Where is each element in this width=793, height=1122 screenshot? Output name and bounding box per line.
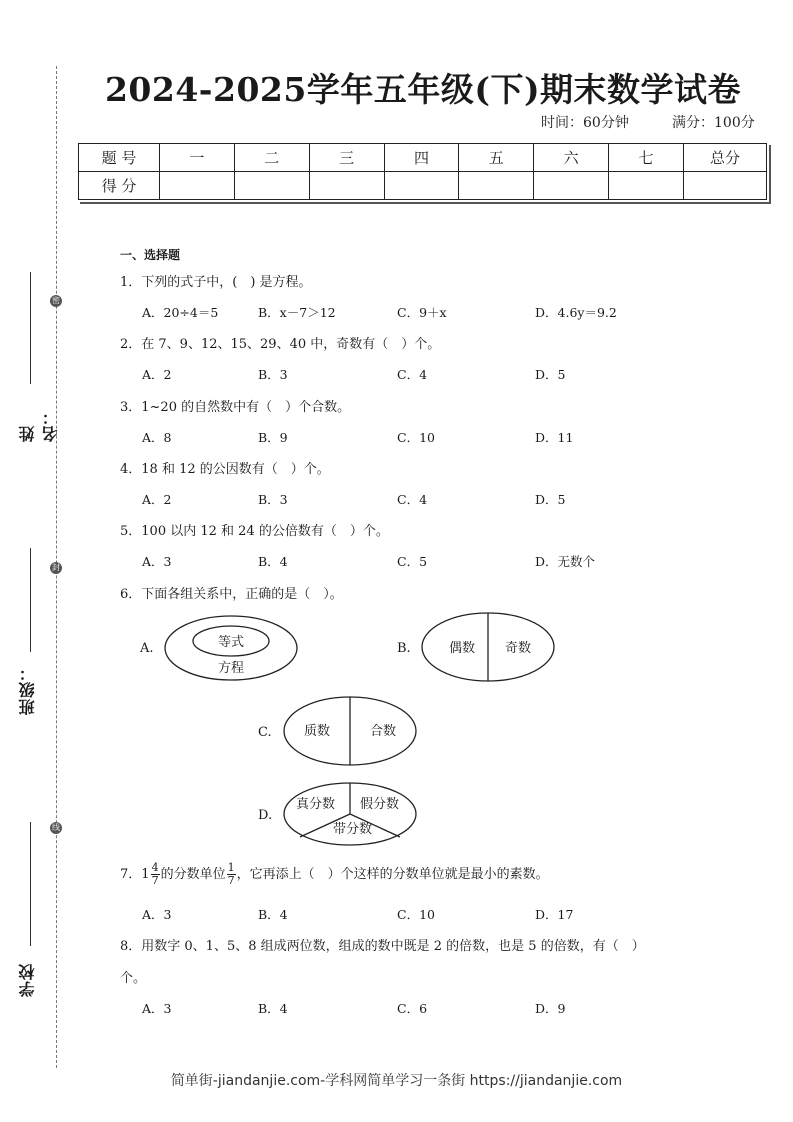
- score-cell: 六: [534, 144, 609, 172]
- seal-xian: 线: [52, 823, 60, 832]
- q8-option-a: A．3: [142, 1001, 172, 1016]
- question-1: 1．下列的式子中，( ) 是方程。: [120, 275, 312, 290]
- q7-denominator-1: 7: [151, 874, 159, 887]
- q1-option-b: B．x－7＞12: [258, 305, 336, 320]
- q7-option-b: B．4: [258, 907, 288, 922]
- score-cell: 二: [234, 144, 309, 172]
- q7-fraction-2: [227, 862, 236, 887]
- q6-b-label: B.: [397, 641, 411, 656]
- q5-option-b: B．4: [258, 554, 288, 569]
- q7-option-d: D．17: [535, 907, 574, 922]
- q7-option-a: A．3: [142, 907, 172, 922]
- q7-mid: 的分数单位: [160, 867, 226, 882]
- q5-option-d: D．无数个: [535, 554, 596, 569]
- question-8-line-2: 个。: [120, 971, 147, 986]
- question-5: 5．100 以内 12 和 24 的公倍数有（ ）个。: [120, 524, 389, 539]
- q1-option-a: A．20÷4＝5: [142, 305, 219, 320]
- q6-a-inner-text: 等式: [218, 635, 245, 650]
- question-2: 2．在 7、9、12、15、29、40 中，奇数有（ ）个。: [120, 337, 441, 352]
- q5-option-a: A．3: [142, 554, 172, 569]
- q4-option-c: C．4: [397, 492, 428, 507]
- q4-option-b: B．3: [258, 492, 288, 507]
- q6-d-label: D.: [258, 808, 273, 823]
- q7-denominator-2: 7: [227, 874, 235, 887]
- score-cell: 五: [459, 144, 534, 172]
- q3-option-b: B．9: [258, 430, 288, 445]
- score-cell: 四: [384, 144, 459, 172]
- score-cell: 七: [609, 144, 684, 172]
- q5-option-c: C．5: [397, 554, 428, 569]
- q8-option-c: C．6: [397, 1001, 428, 1016]
- q7-numerator-2: 1: [227, 861, 235, 874]
- q4-option-a: A．2: [142, 492, 172, 507]
- q6-c-left-text: 质数: [304, 724, 331, 739]
- score-cell: 一: [160, 144, 235, 172]
- q2-option-d: D．5: [535, 367, 566, 382]
- q6-c-right-text: 合数: [370, 724, 397, 739]
- q6-d-right-text: 假分数: [360, 797, 400, 812]
- score-cell: 三: [309, 144, 384, 172]
- time-label: 时间：60分钟: [541, 115, 629, 131]
- question-6: 6．下面各组关系中，正确的是（ ）。: [120, 587, 343, 602]
- q2-option-c: C．4: [397, 367, 428, 382]
- seal-feng: 封: [52, 563, 60, 572]
- score-cell: 题 号: [79, 144, 160, 172]
- q6-a-label: A.: [140, 641, 154, 656]
- q8-option-d: D．9: [535, 1001, 566, 1016]
- q3-option-d: D．11: [535, 430, 574, 445]
- q6-d-left-text: 真分数: [296, 797, 336, 812]
- q6-d-bottom-text: 带分数: [333, 822, 373, 837]
- q6-b-right-text: 奇数: [505, 641, 532, 656]
- q3-option-a: A．8: [142, 430, 172, 445]
- q7-numerator-1: 4: [151, 861, 159, 874]
- question-3: 3．1~20 的自然数中有（ ）个合数。: [120, 400, 351, 415]
- q6-c-label: C.: [258, 725, 272, 740]
- q7-option-c: C．10: [397, 907, 435, 922]
- seal-mi: 密: [52, 296, 60, 305]
- section-title: 一、选择题: [120, 248, 181, 262]
- q7-suffix: ，它再添上（ ）个这样的分数单位就是最小的素数。: [236, 867, 549, 882]
- footer-watermark: 简单街-jiandanjie.com-学科网简单学习一条街 https://jiandanjie.com: [170, 1073, 623, 1089]
- q1-option-c: C．9＋x: [397, 305, 447, 320]
- q7-prefix: 7．: [120, 867, 142, 882]
- name-label: 姓名：: [18, 408, 60, 442]
- question-7: [120, 858, 549, 892]
- q8-option-b: B．4: [258, 1001, 288, 1016]
- q2-option-a: A．2: [142, 367, 172, 382]
- class-label: 班级：: [18, 664, 37, 715]
- q4-option-d: D．5: [535, 492, 566, 507]
- score-row-label: 得 分: [79, 172, 160, 200]
- school-label: 学校: [18, 963, 37, 997]
- score-cell: 总分: [684, 144, 767, 172]
- question-4: 4．18 和 12 的公因数有（ ）个。: [120, 462, 330, 477]
- q6-a-outer-text: 方程: [218, 661, 245, 676]
- q1-option-d: D．4.6y＝9.2: [535, 305, 617, 320]
- q2-option-b: B．3: [258, 367, 288, 382]
- q7-fraction-1: [151, 862, 160, 887]
- question-8-line-1: 8．用数字 0、1、5、8 组成两位数，组成的数中既是 2 的倍数，也是 5 的倍数，有（ ）: [120, 939, 645, 954]
- full-score-label: 满分：100分: [672, 115, 755, 131]
- q7-whole: 1: [141, 867, 150, 882]
- q3-option-c: C．10: [397, 430, 435, 445]
- exam-title: 2024-2025学年五年级(下)期末数学试卷: [104, 70, 742, 109]
- q6-b-left-text: 偶数: [449, 641, 476, 656]
